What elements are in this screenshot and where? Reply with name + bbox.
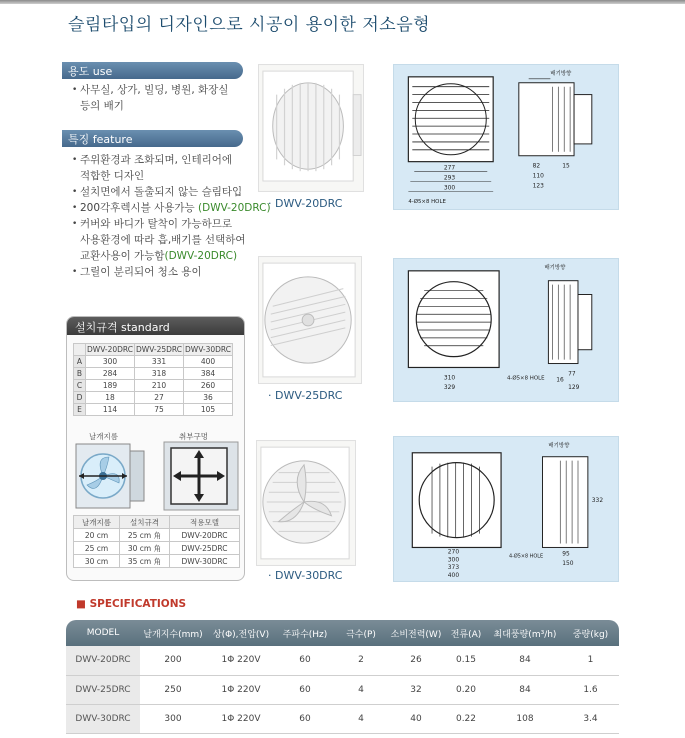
std-col-header: DWV-25DRC bbox=[136, 345, 182, 354]
dim-label: 300 bbox=[447, 557, 460, 564]
product-caption: · DWV-30DRC bbox=[268, 569, 343, 582]
dim-label: 77 bbox=[568, 371, 576, 378]
dim-label: 4-Ø5×8 HOLE bbox=[506, 375, 545, 382]
std-col-header: DWV-20DRC bbox=[87, 345, 133, 354]
mount-row: 20 cm 25 cm 角 DWV-20DRC bbox=[74, 529, 240, 542]
feature-item: • 커버와 바디가 탈착이 가능하므로 bbox=[72, 216, 271, 232]
feature-item: • 그릴이 분리되어 청소 용이 bbox=[72, 264, 271, 280]
mounting-hole-illustration bbox=[163, 441, 239, 511]
dim-label: 129 bbox=[568, 385, 580, 392]
top-rule bbox=[0, 0, 685, 4]
dim-label: 82 bbox=[532, 163, 541, 170]
drawing-dwv-25drc bbox=[393, 258, 619, 402]
product-photo-dwv-25drc bbox=[258, 256, 362, 384]
exhaust-direction-label: 배기방향 bbox=[544, 264, 566, 271]
feature-item: • 설치면에서 돌출되지 않는 슬림타입 bbox=[72, 184, 271, 200]
spec-row: DWV-25DRC 250 1Φ 220V 60 4 32 0.20 84 1.6 bbox=[66, 675, 619, 704]
dim-label: 4-Ø5×8 HOLE bbox=[508, 553, 544, 560]
specifications-table bbox=[66, 620, 619, 734]
mount-row: 25 cm 30 cm 角 DWV-25DRC bbox=[74, 542, 240, 555]
dim-label: 15 bbox=[562, 163, 570, 170]
blade-diameter-illustration bbox=[75, 443, 147, 509]
product-photo-dwv-20drc bbox=[258, 64, 364, 192]
dim-label: 123 bbox=[532, 183, 544, 190]
std-row: D 18 27 36 bbox=[74, 392, 233, 404]
dim-label: 4-Ø5×8 HOLE bbox=[408, 199, 446, 206]
feature-item-cont: 교환사용이 가능함(DWV-20DRC) bbox=[80, 250, 238, 262]
spec-header-row: MODEL 날개지수(mm) 상(Φ),전압(V) 주파수(Hz) 극수(P) 소비전력(W) 전류(A) 최대풍량(m³/h) 중량(kg) bbox=[66, 620, 619, 646]
dim-label: 373 bbox=[447, 565, 460, 572]
dim-label: 293 bbox=[443, 175, 456, 182]
fig-right-label: 취부구멍 bbox=[179, 432, 208, 441]
feature-heading: 특징 feature bbox=[62, 130, 243, 147]
dim-label: 300 bbox=[443, 185, 456, 192]
standard-heading: 설치규격 standard bbox=[67, 317, 244, 335]
specifications-title: ■ SPECIFICATIONS bbox=[76, 598, 187, 610]
spec-row: DWV-20DRC 200 1Φ 220V 60 2 26 0.15 84 1 bbox=[66, 646, 619, 675]
dim-label: 329 bbox=[443, 385, 456, 392]
product-caption: · DWV-20DRC bbox=[268, 197, 343, 210]
page-headline: 슬림타입의 디자인으로 시공이 용이한 저소음형 bbox=[68, 15, 431, 35]
feature-list bbox=[72, 152, 271, 280]
dim-label: 150 bbox=[562, 561, 574, 568]
exhaust-direction-label: 배기방향 bbox=[548, 442, 570, 449]
spec-row: DWV-30DRC 300 1Φ 220V 60 4 40 0.22 108 3.4 bbox=[66, 704, 619, 733]
product-photo-dwv-30drc bbox=[256, 440, 356, 566]
standard-table bbox=[73, 343, 233, 416]
usage-item-cont: 등의 배기 bbox=[80, 100, 124, 112]
std-row: B 284 318 384 bbox=[74, 368, 233, 380]
std-row: E 114 75 105 bbox=[74, 404, 233, 416]
usage-item: • 사무실, 상가, 빌딩, 병원, 화장실 bbox=[72, 82, 228, 98]
dim-label: 16 bbox=[556, 377, 564, 384]
mounting-table: 날개지름 설치규격 적용모델 20 cm 25 cm 角 DWV-20DRC 25 cm 30 cm 角 DWV-25DRC 30 cm 35 cm 角 DWV-30DRC bbox=[73, 515, 240, 568]
feature-item: • 200각후렉시블 사용가능 (DWV-20DRC) bbox=[72, 200, 271, 216]
dim-label: 400 bbox=[447, 573, 460, 580]
dim-label: 110 bbox=[532, 173, 544, 180]
product-caption: · DWV-25DRC bbox=[268, 389, 343, 402]
dim-label: 310 bbox=[443, 375, 456, 382]
dim-label: 95 bbox=[562, 551, 570, 558]
drawing-dwv-30drc bbox=[393, 436, 619, 582]
fig-left-label: 날개지름 bbox=[89, 432, 118, 441]
mount-row: 30 cm 35 cm 角 DWV-30DRC bbox=[74, 555, 240, 568]
feature-item-cont: 적합한 디자인 bbox=[80, 170, 145, 182]
drawing-dwv-20drc bbox=[393, 64, 619, 210]
standard-panel bbox=[66, 316, 245, 581]
feature-item: • 주위환경과 조화되며, 인테리어에 bbox=[72, 152, 271, 168]
feature-item-cont: 사용환경에 따라 흡,배기를 선택하여 bbox=[80, 234, 246, 246]
std-col-header: DWV-30DRC bbox=[185, 345, 231, 354]
usage-heading: 용도 use bbox=[62, 62, 243, 79]
usage-list bbox=[72, 82, 228, 114]
dim-label: 277 bbox=[443, 165, 456, 172]
std-row: A 300 331 400 bbox=[74, 356, 233, 368]
std-row: C 189 210 260 bbox=[74, 380, 233, 392]
dim-label: 332 bbox=[591, 498, 604, 505]
exhaust-direction-label: 배기방향 bbox=[550, 70, 572, 77]
dim-label: 270 bbox=[447, 549, 460, 556]
